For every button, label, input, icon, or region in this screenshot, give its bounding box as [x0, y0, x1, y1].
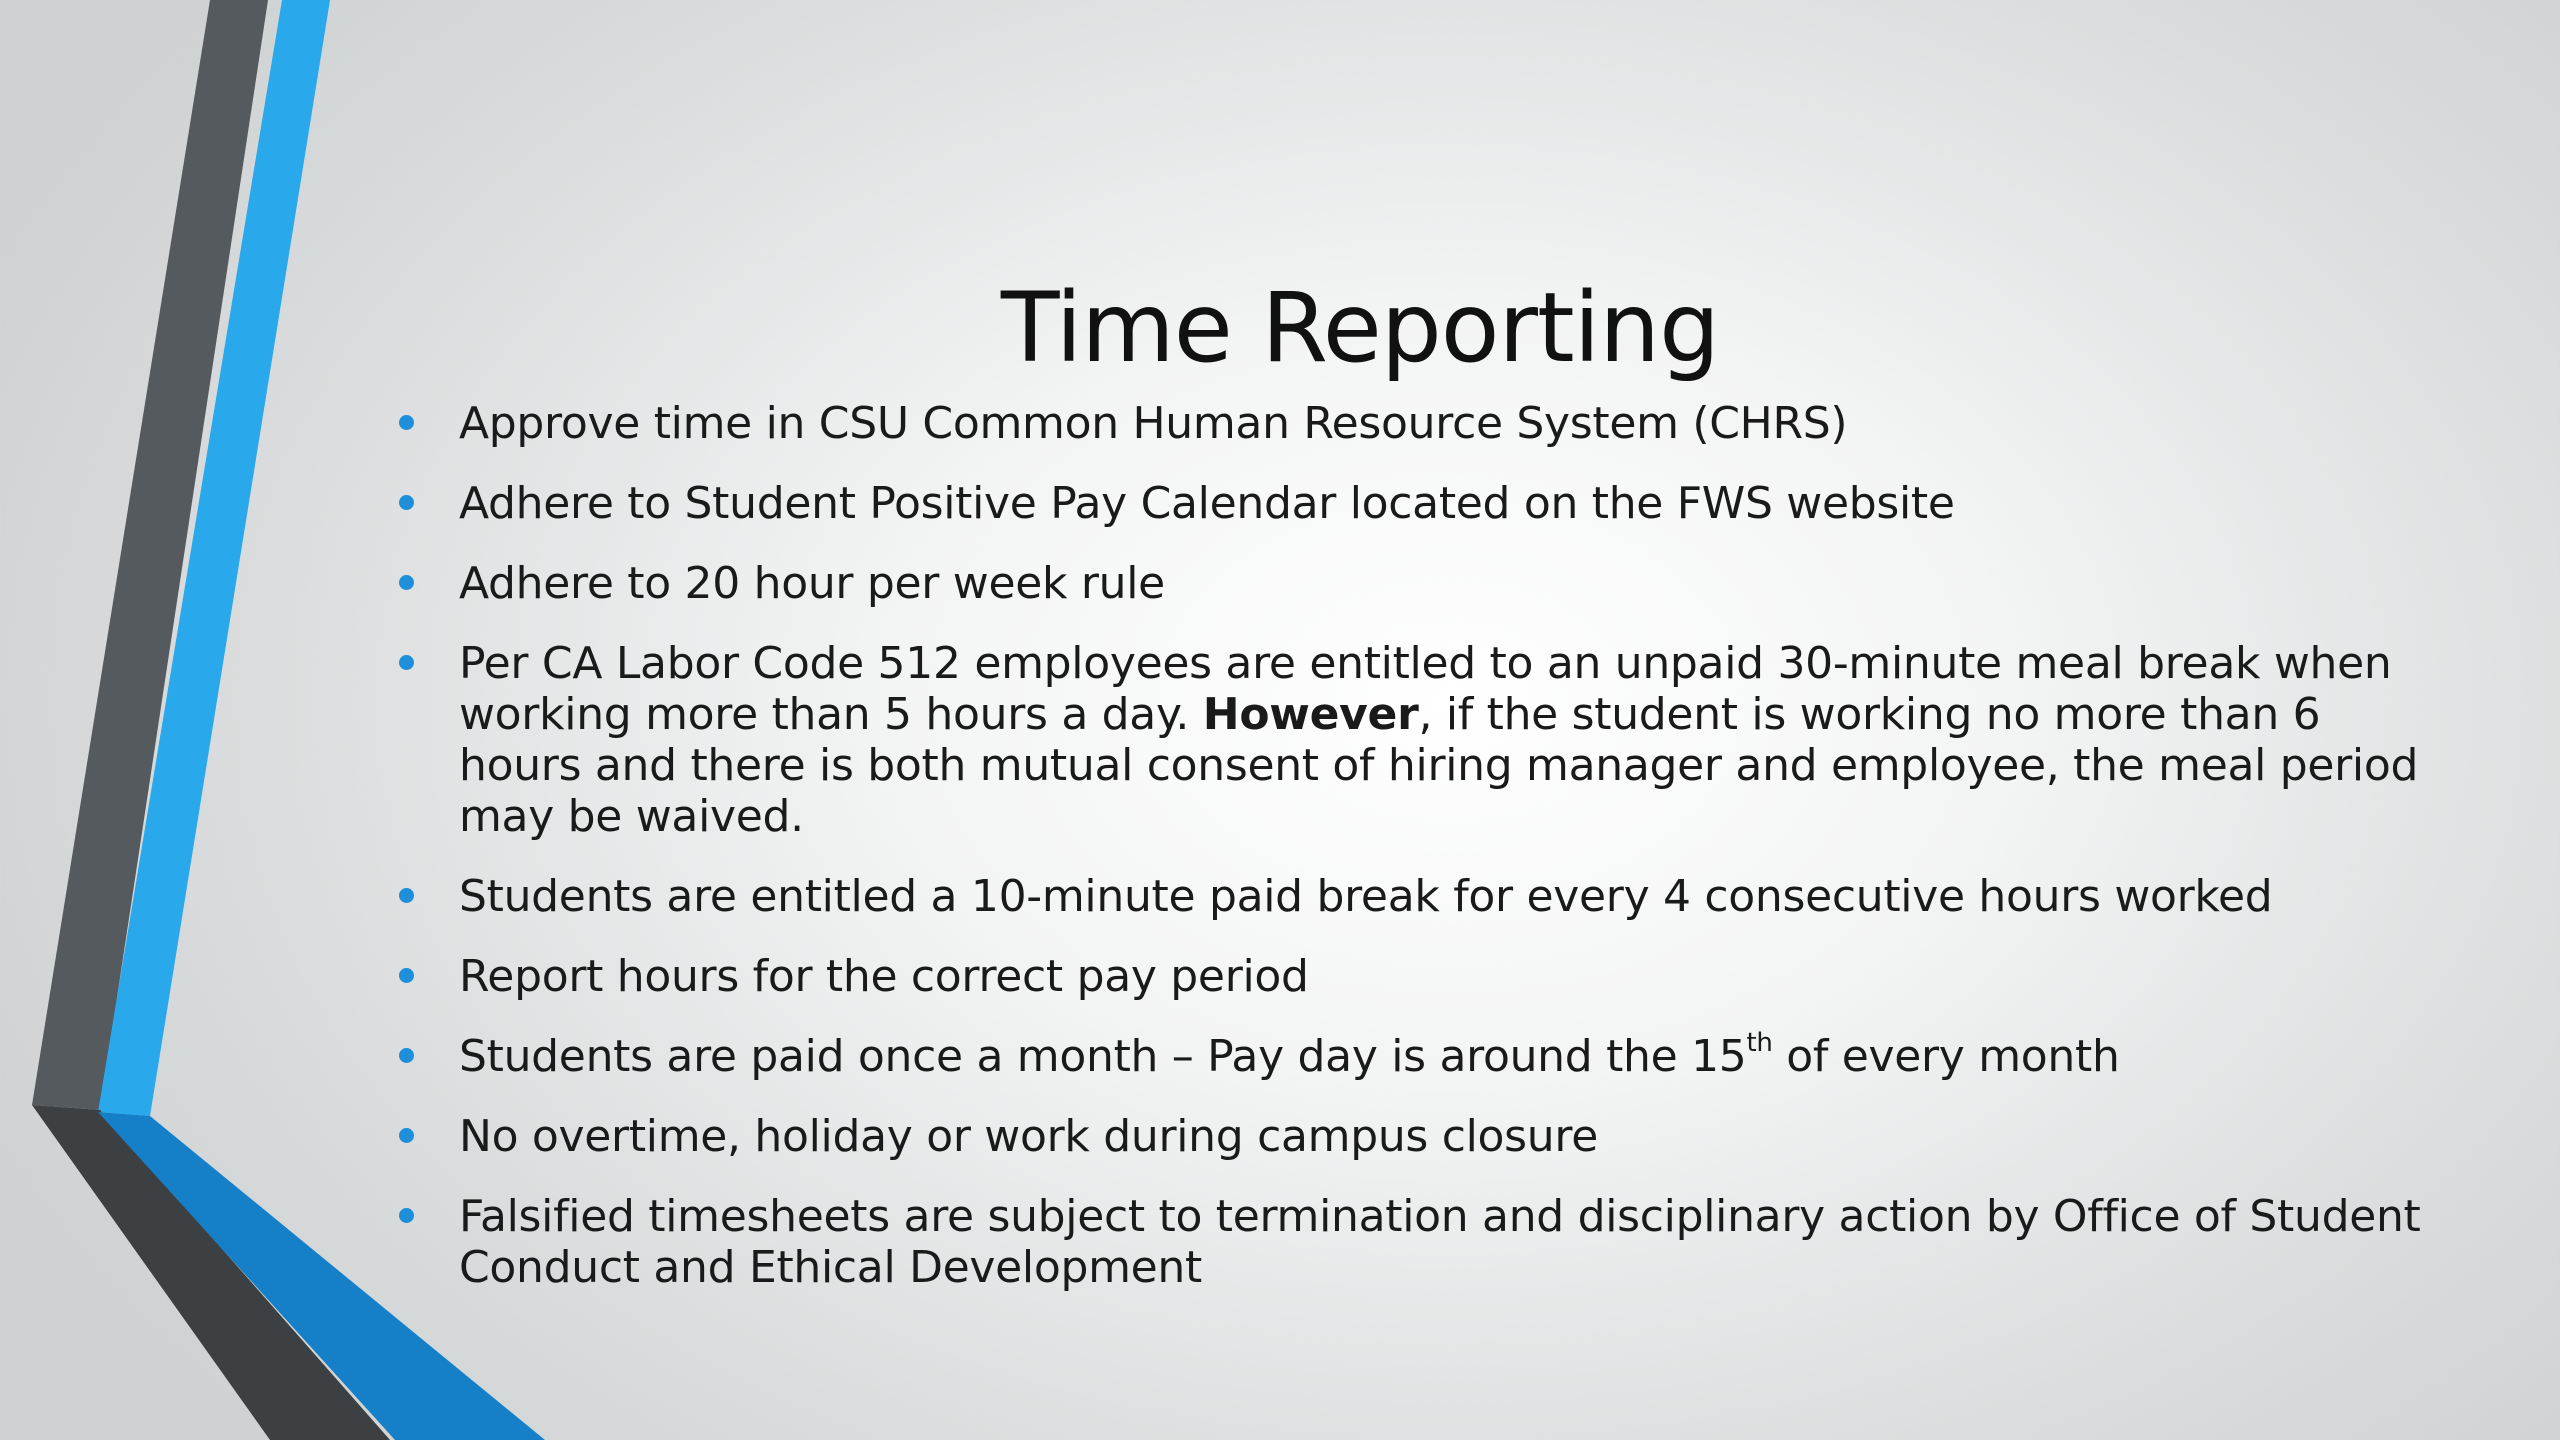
- bullet-item: [395, 1028, 2445, 1082]
- bullet-item: [395, 398, 2445, 449]
- bullet-dot-icon: [399, 415, 414, 430]
- bullet-item: [395, 1191, 2445, 1293]
- bullet-text: Adhere to 20 hour per week rule: [459, 558, 1165, 609]
- bullet-dot-icon: [399, 575, 414, 590]
- bullet-dot-icon: [399, 655, 414, 670]
- bullet-dot-icon: [399, 1208, 414, 1223]
- bullet-dot-icon: [399, 1048, 414, 1063]
- bullet-dot-icon: [399, 968, 414, 983]
- bullet-item: [395, 558, 2445, 609]
- bullet-dot-icon: [399, 888, 414, 903]
- bullet-item: [395, 871, 2445, 922]
- bullet-item: [395, 638, 2445, 842]
- bullet-text-superscript: th: [1746, 1028, 1773, 1058]
- bullet-text-bold: However: [1202, 689, 1419, 740]
- bullet-text: Adhere to Student Positive Pay Calendar located on the FWS website: [459, 478, 1955, 529]
- bullet-text: Approve time in CSU Common Human Resource System (CHRS): [459, 398, 1848, 449]
- bullet-text: No overtime, holiday or work during campus closure: [459, 1111, 1598, 1162]
- bullet-dot-icon: [399, 1128, 414, 1143]
- slide-title: Time Reporting: [1000, 272, 1720, 384]
- bullet-text-part: , if the student is working no more than 6 hours and there is both mutual consent of hiring manager and employee, the meal period may be waived.: [459, 689, 2419, 842]
- bullet-item: [395, 951, 2445, 1002]
- bullet-item: [395, 1111, 2445, 1162]
- bullet-dot-icon: [399, 495, 414, 510]
- bullet-list: [395, 398, 2445, 1322]
- bullet-text-part: of every month: [1772, 1031, 2120, 1082]
- bullet-item: [395, 478, 2445, 529]
- bullet-text: Report hours for the correct pay period: [459, 951, 1309, 1002]
- bullet-text: Falsified timesheets are subject to termination and disciplinary action by Office of Student Conduct and Ethical Development: [459, 1191, 2421, 1293]
- bullet-text-part: Students are paid once a month – Pay day is around the 15: [459, 1031, 1747, 1082]
- bullet-text: Students are entitled a 10-minute paid break for every 4 consecutive hours worked: [459, 871, 2273, 922]
- bullet-text-part: Per CA Labor Code 512 employees are entitled to an unpaid 30-minute meal break when working more than 5 hours a day.: [459, 638, 2392, 740]
